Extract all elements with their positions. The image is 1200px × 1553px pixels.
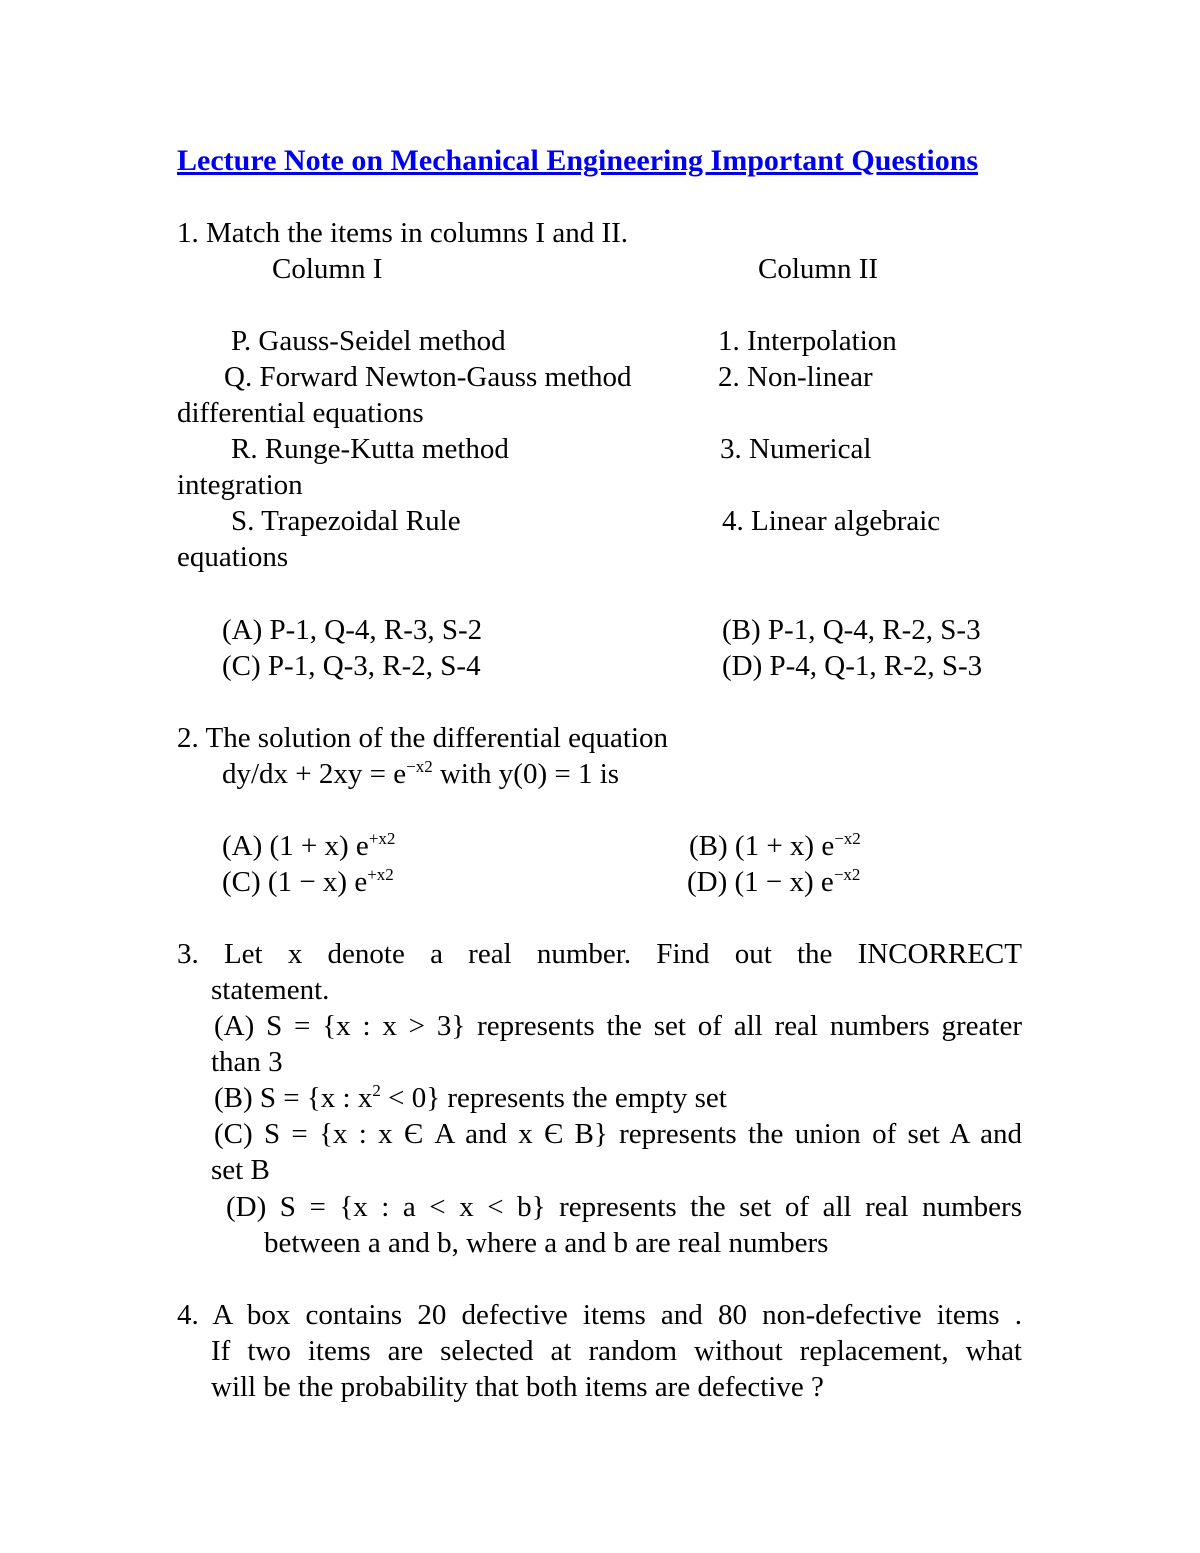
- q1-option-a: (A) P-1, Q-4, R-3, S-2: [222, 614, 483, 646]
- q1-item-1: 1. Interpolation: [718, 325, 897, 357]
- q3-option-a: (A) S = {x : x > 3} represents the set of all real numbers greater: [214, 1010, 1022, 1042]
- q2-option-d-exponent: −x2: [833, 865, 861, 884]
- q3-option-b-rest: < 0} represents the empty set: [380, 1082, 727, 1114]
- q3-option-a-continued: than 3: [211, 1046, 283, 1078]
- q3-option-b-exponent: 2: [372, 1081, 381, 1100]
- q1-item-r: R. Runge-Kutta method: [231, 433, 509, 465]
- q1-item-2-continued: differential equations: [177, 397, 424, 429]
- q1-item-3: 3. Numerical: [720, 433, 872, 465]
- q3-stem-line-2: statement.: [211, 974, 330, 1006]
- q1-stem: 1. Match the items in columns I and II.: [177, 217, 629, 249]
- q2-equation-condition: with y(0) = 1 is: [432, 758, 620, 790]
- q2-option-a-exponent: +x2: [368, 829, 396, 848]
- q1-option-d: (D) P-4, Q-1, R-2, S-3: [722, 650, 983, 682]
- page-title[interactable]: Lecture Note on Mechanical Engineering Important Questions: [177, 144, 979, 177]
- q2-equation: [222, 756, 619, 792]
- q4-line-2: If two items are selected at random without replacement, what: [211, 1335, 1022, 1367]
- q2-option-b: [689, 828, 861, 864]
- q1-column-2-header: Column II: [758, 253, 879, 285]
- q1-item-4-continued: equations: [177, 541, 289, 573]
- q3-option-b-text: (B) S = {x : x: [214, 1082, 373, 1114]
- q2-option-a-text: (A) (1 + x) e: [222, 830, 369, 862]
- q1-item-2: 2. Non-linear: [718, 361, 873, 393]
- q3-option-d-continued: between a and b, where a and b are real numbers: [264, 1227, 829, 1259]
- q2-option-d: [687, 864, 860, 900]
- q3-option-c-continued: set B: [211, 1154, 270, 1186]
- q2-option-b-text: (B) (1 + x) e: [689, 830, 835, 862]
- q4-line-3: will be the probability that both items are defective ?: [211, 1371, 824, 1403]
- q2-option-c-exponent: +x2: [367, 865, 394, 884]
- q3-option-d: (D) S = {x : a < x < b} represents the set of all real numbers: [226, 1191, 1022, 1223]
- q2-option-d-text: (D) (1 − x) e: [687, 866, 834, 898]
- q2-option-b-exponent: −x2: [834, 829, 861, 848]
- q4-line-1: 4. A box contains 20 defective items and 80 non-defective items .: [177, 1299, 1022, 1331]
- q1-option-b: (B) P-1, Q-4, R-2, S-3: [722, 614, 981, 646]
- q1-item-s: S. Trapezoidal Rule: [231, 505, 461, 537]
- q2-option-c: [222, 864, 394, 900]
- q3-stem-line-1: 3. Let x denote a real number. Find out the INCORRECT: [177, 938, 1022, 970]
- q2-equation-exponent: −x2: [406, 757, 433, 776]
- q1-item-4: 4. Linear algebraic: [722, 505, 941, 537]
- q1-column-1-header: Column I: [272, 253, 383, 285]
- q3-option-c: (C) S = {x : x Є A and x Є B} represents the union of set A and: [214, 1118, 1022, 1150]
- q1-item-p: P. Gauss-Seidel method: [231, 325, 506, 357]
- q1-option-c: (C) P-1, Q-3, R-2, S-4: [222, 650, 481, 682]
- q1-item-q: Q. Forward Newton-Gauss method: [224, 361, 632, 393]
- q1-item-3-continued: integration: [177, 469, 303, 501]
- q3-option-b: [214, 1080, 727, 1116]
- q2-stem: 2. The solution of the differential equation: [177, 722, 669, 754]
- q2-equation-text: dy/dx + 2xy = e: [222, 758, 407, 790]
- q2-option-a: [222, 828, 395, 864]
- q2-option-c-text: (C) (1 − x) e: [222, 866, 368, 898]
